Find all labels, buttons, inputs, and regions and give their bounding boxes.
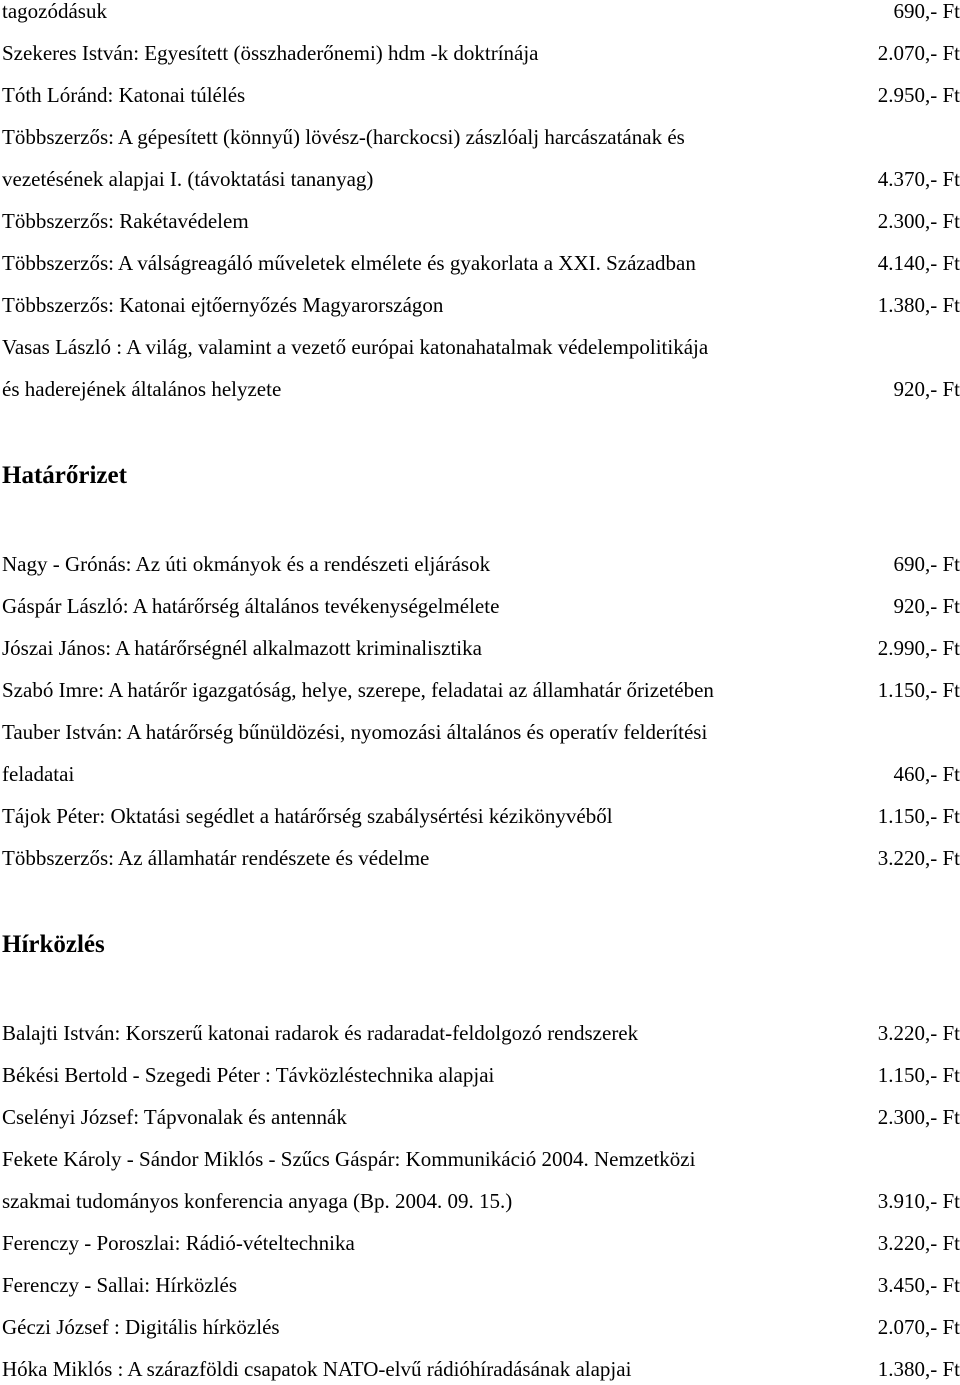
list-item: Gáspár László: A határőrség általános tevékenységelmélete 920,- Ft <box>2 594 960 618</box>
list-item: Géczi József : Digitális hírközlés 2.070,- Ft <box>2 1315 960 1339</box>
section-heading: Hírközlés <box>2 931 105 958</box>
list-item: Fekete Károly - Sándor Miklós - Szűcs Gáspár: Kommunikáció 2004. Nemzetközi <box>2 1147 696 1171</box>
section-heading: Határőrizet <box>2 462 127 489</box>
list-item: Többszerzős: A gépesített (könnyű) lövész-(harckocsi) zászlóalj harcászatának és <box>2 125 685 149</box>
list-item: Nagy - Grónás: Az úti okmányok és a rendészeti eljárások 690,- Ft <box>2 552 960 576</box>
list-item: vezetésének alapjai I. (távoktatási tananyag) 4.370,- Ft <box>2 167 960 191</box>
list-item: Hóka Miklós : A szárazföldi csapatok NATO-elvű rádióhíradásának alapjai 1.380,- Ft <box>2 1357 960 1381</box>
list-item: Többszerzős: Rakétavédelem 2.300,- Ft <box>2 209 960 233</box>
list-item: és haderejének általános helyzete 920,- Ft <box>2 377 960 401</box>
list-item: Tauber István: A határőrség bűnüldözési, nyomozási általános és operatív felderítési <box>2 720 708 744</box>
list-item: Ferenczy - Poroszlai: Rádió-vételtechnika 3.220,- Ft <box>2 1231 960 1255</box>
list-item: Többszerzős: A válságreagáló műveletek elmélete és gyakorlata a XXI. Században 4.140,- Ft <box>2 251 960 275</box>
list-item: Szekeres István: Egyesített (összhaderőnemi) hdm -k doktrínája 2.070,- Ft <box>2 41 960 65</box>
list-item: Ferenczy - Sallai: Hírközlés 3.450,- Ft <box>2 1273 960 1297</box>
list-item: Cselényi József: Tápvonalak és antennák 2.300,- Ft <box>2 1105 960 1129</box>
list-item: Békési Bertold - Szegedi Péter : Távközléstechnika alapjai 1.150,- Ft <box>2 1063 960 1087</box>
list-item: Többszerzős: Katonai ejtőernyőzés Magyarországon 1.380,- Ft <box>2 293 960 317</box>
list-item: Tóth Lóránd: Katonai túlélés 2.950,- Ft <box>2 83 960 107</box>
list-item: Szabó Imre: A határőr igazgatóság, helye, szerepe, feladatai az államhatár őrizetében 1.150,- Ft <box>2 678 960 702</box>
list-item: Tájok Péter: Oktatási segédlet a határőrség szabálysértési kézikönyvéből 1.150,- Ft <box>2 804 960 828</box>
list-item: Többszerzős: Az államhatár rendészete és védelme 3.220,- Ft <box>2 846 960 870</box>
list-item: Jószai János: A határőrségnél alkalmazott kriminalisztika 2.990,- Ft <box>2 636 960 660</box>
list-item: Vasas László : A világ, valamint a vezető európai katonahatalmak védelempolitikája <box>2 335 709 359</box>
list-item: tagozódásuk 690,- Ft <box>2 0 960 23</box>
list-item: szakmai tudományos konferencia anyaga (Bp. 2004. 09. 15.) 3.910,- Ft <box>2 1189 960 1213</box>
list-item: feladatai 460,- Ft <box>2 762 960 786</box>
list-item: Balajti István: Korszerű katonai radarok és radaradat-feldolgozó rendszerek 3.220,- Ft <box>2 1021 960 1045</box>
